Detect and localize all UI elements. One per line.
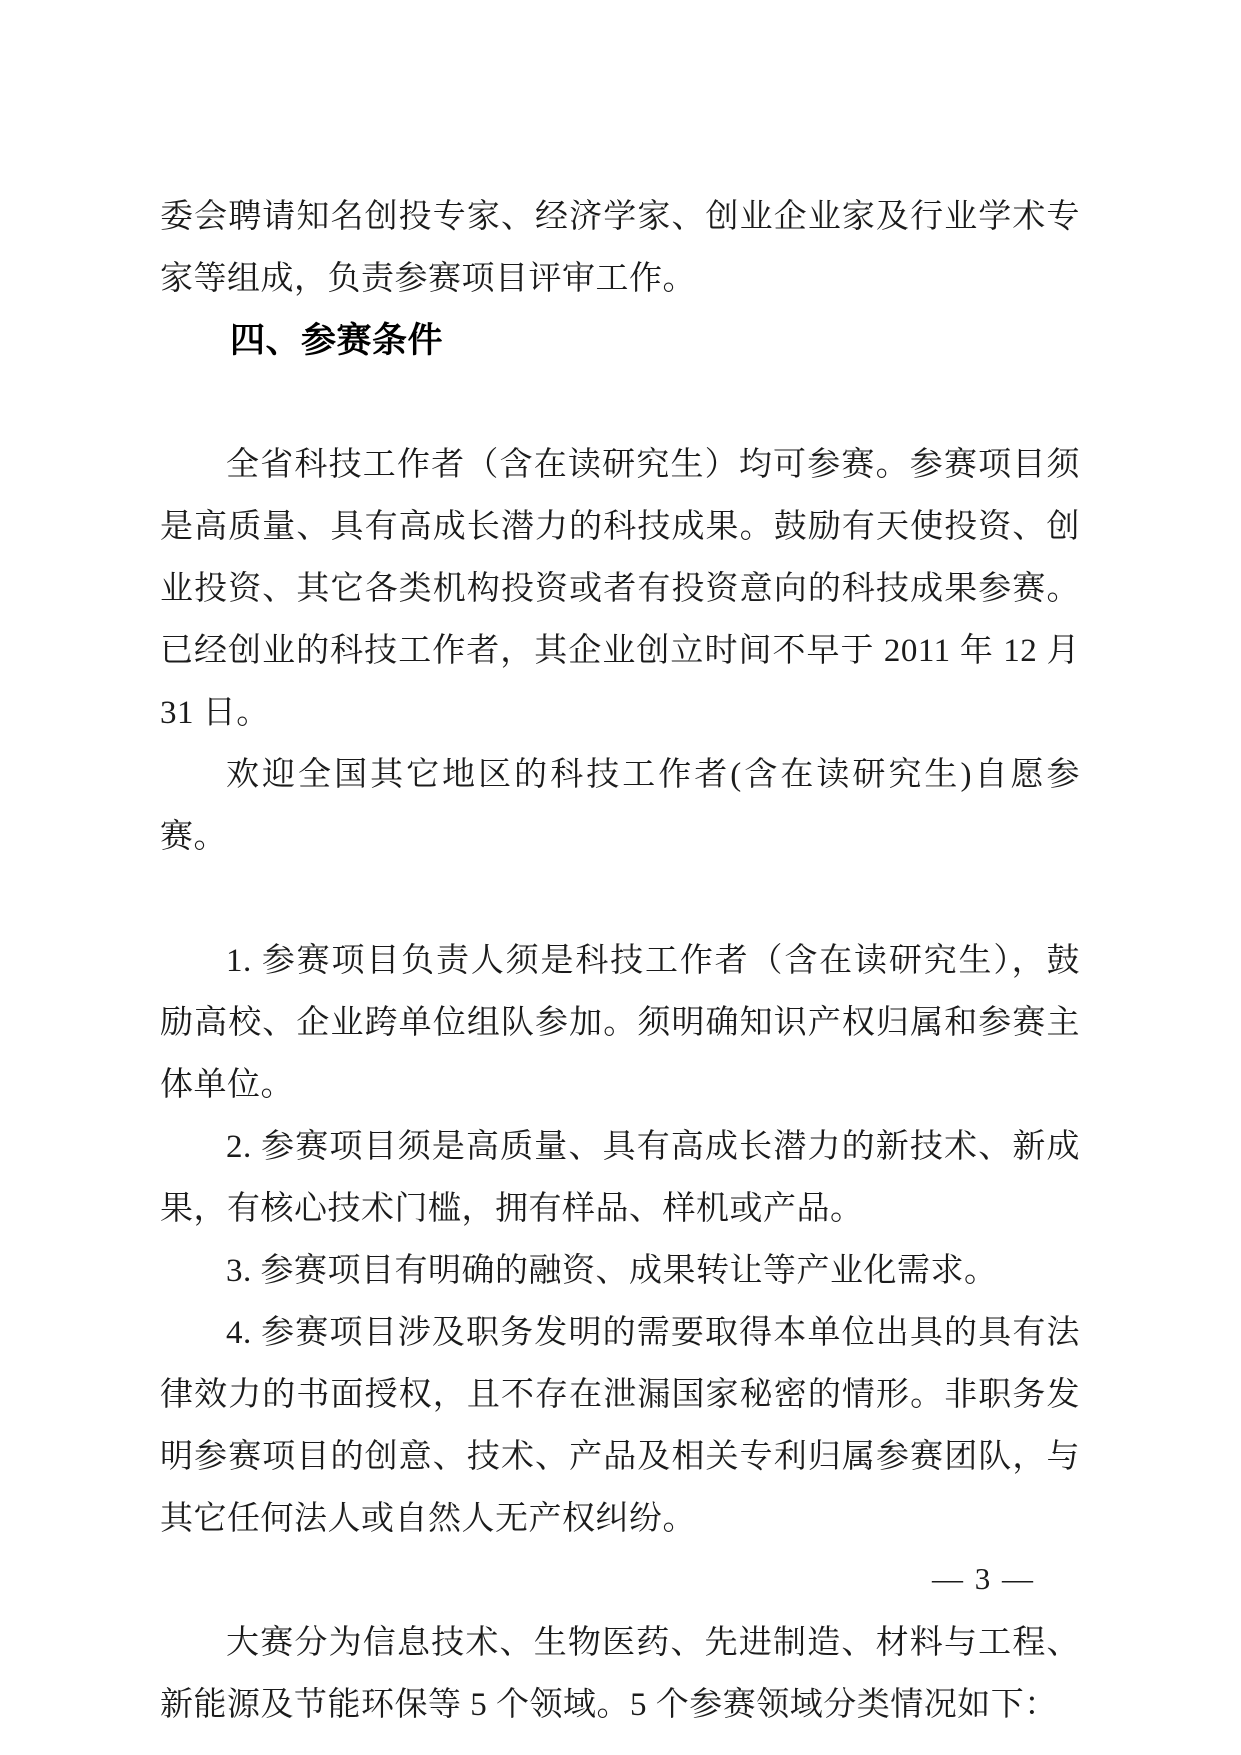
section-heading-entry-conditions: 四、参赛条件 xyxy=(230,321,444,360)
document-body xyxy=(160,186,1080,1736)
paragraph-competition-fields: 大赛分为信息技术、生物医药、先进制造、材料与工程、新能源及节能环保等 5 个领域。5 个参赛领域分类情况如下： xyxy=(160,1625,1080,1723)
page-number: — 3 — xyxy=(932,1561,1035,1596)
condition-item-4: 4. 参赛项目涉及职务发明的需要取得本单位出具的具有法律效力的书面授权，且不存在泄漏国家秘密的情形。非职务发明参赛项目的创意、技术、产品及相关专利归属参赛团队，与其它任何法人或自然人无产权纠纷。 xyxy=(160,1315,1080,1537)
paragraph-eligibility: 全省科技工作者（含在读研究生）均可参赛。参赛项目须是高质量、具有高成长潜力的科技成果。鼓励有天使投资、创业投资、其它各类机构投资或者有投资意向的科技成果参赛。已经创业的科技工作者，其企业创立时间不早于 2011 年 12 月 31 日。 xyxy=(160,447,1080,731)
paragraph-jury-continuation: 委会聘请知名创投专家、经济学家、创业企业家及行业学术专家等组成，负责参赛项目评审工作。 xyxy=(160,199,1080,297)
condition-item-1: 1. 参赛项目负责人须是科技工作者（含在读研究生），鼓励高校、企业跨单位组队参加。须明确知识产权归属和参赛主体单位。 xyxy=(160,943,1080,1103)
condition-item-2: 2. 参赛项目须是高质量、具有高成长潜力的新技术、新成果，有核心技术门槛，拥有样品、样机或产品。 xyxy=(160,1129,1080,1227)
paragraph-welcome-other-regions: 欢迎全国其它地区的科技工作者(含在读研究生)自愿参赛。 xyxy=(160,757,1080,855)
condition-item-3: 3. 参赛项目有明确的融资、成果转让等产业化需求。 xyxy=(226,1253,998,1289)
